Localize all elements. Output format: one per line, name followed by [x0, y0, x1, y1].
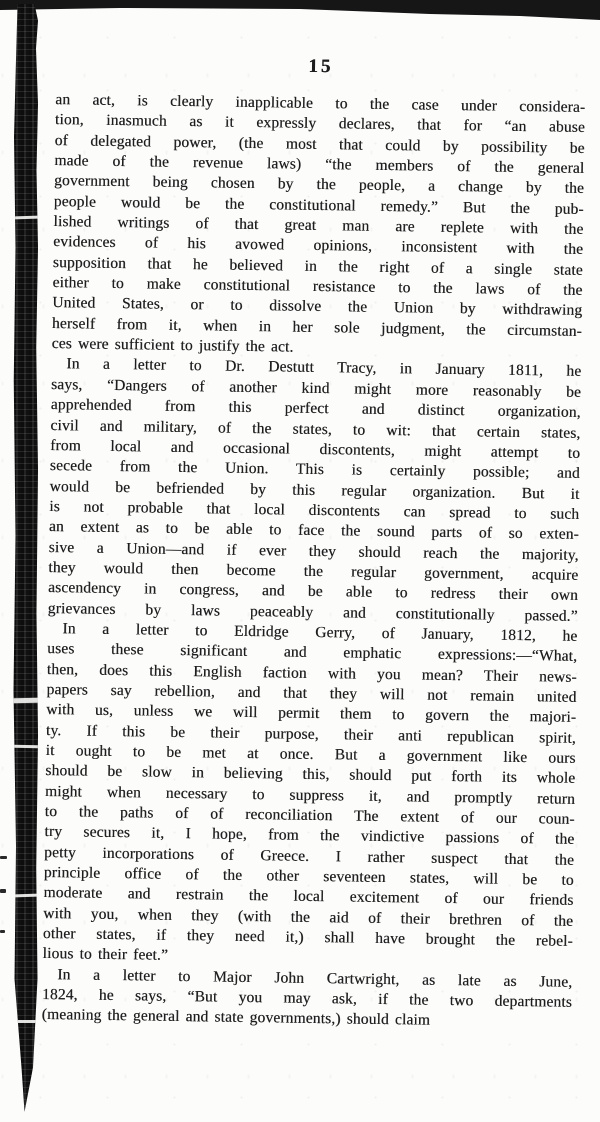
scan-edge-speck [0, 930, 5, 933]
text-line: people would be the constitutional remedy.” But the pub- [53, 192, 584, 218]
text-line: is not probable that local discontents can spread to such [49, 497, 580, 523]
text-line: an act, is clearly inapplicable to the case under considera- [55, 91, 586, 116]
text-line: with you, when they (with the aid of their brethren of the [43, 904, 574, 930]
text-line: uses these significant and emphatic expressions:—“What, [47, 640, 578, 666]
text-line: other states, if they need it,) shall have brought the rebel- [42, 925, 573, 950]
text-line: supposition that he believed in the right of a single state [52, 253, 583, 279]
text-line: petty incorporations of Greece. I rather suspect that the [44, 843, 575, 869]
book-binding-strip [13, 4, 38, 1112]
text-line: from local and occasional discontents, might attempt to [50, 436, 581, 462]
text-line: they would then become the regular government, acquire [48, 558, 579, 584]
text-line: principle office of the other seventeen states, will be to [43, 864, 574, 889]
text-line: herself from it, when in her sole judgment, the circumstan- [51, 314, 583, 340]
text-line: ascendency in congress, and be able to redress their own [47, 579, 579, 605]
text-line: try secures it, I hope, from the vindictive passions of the [44, 823, 575, 849]
text-line: should be slow in believing this, should put forth its whole [45, 762, 576, 788]
text-line: ces were sufficient to justify the act. [51, 335, 294, 356]
text-line: lished writings of that great man are replete with the [53, 213, 584, 238]
text-line: to the paths of of reconciliation The extent of our coun- [44, 803, 575, 828]
page-number: 15 [308, 55, 334, 78]
text-line: government being chosen by the people, a change by the [53, 172, 585, 198]
text-line: apprehended from this perfect and distinct organization, [50, 396, 581, 422]
scan-edge-speck [0, 889, 6, 893]
text-line: ty. If this be their purpose, their anti republican spirit, [45, 721, 577, 747]
text-line: civil and military, of the states, to wit: that certain states, [50, 416, 581, 442]
page-text-column [42, 50, 586, 1034]
text-line: moderate and restrain the local excitement of our friends [43, 884, 574, 910]
text-line: lious to their feet.” [42, 945, 169, 965]
binding-gap [11, 1020, 41, 1023]
text-line: made of the revenue laws) “the members of the general [54, 152, 585, 177]
text-line: either to make constitutional resistance to the laws of the [52, 274, 583, 299]
binding-gap [11, 745, 41, 749]
text-line: United States, or to dissolve the Union by withdrawing [52, 294, 583, 320]
text-line: papers say rebellion, and that they will not remain united [46, 680, 577, 706]
text-line: In a letter to Dr. Destutt Tracy, in January 1811, he [66, 355, 582, 381]
page-body [42, 90, 586, 1034]
text-line: then, does this English faction with you mean? Their news- [46, 660, 577, 686]
text-line: secede from the Union. This is certainly possible; and [49, 457, 580, 483]
text-line: with us, unless we will permit them to govern the majori- [46, 701, 577, 727]
text-line: In a letter to Major John Cartwright, as late as June, [57, 965, 573, 991]
text-line: grievances by laws peaceably and constitutionally passed.” [47, 599, 578, 625]
text-line: it ought to be met at once. But a government like ours [45, 741, 576, 767]
text-line: (meaning the general and state governments,) should claim [41, 1006, 431, 1030]
text-line: 1824, he says, “But you may ask, if the two departments [41, 986, 573, 1011]
text-line: says, “Dangers of another kind might more reasonably be [50, 375, 582, 401]
text-line: an extent as to be able to face the sound parts of so exten- [48, 518, 580, 544]
text-line: would be befriended by this regular organization. But it [49, 477, 580, 503]
scan-top-edge-artifact [0, 0, 600, 22]
text-line: In a letter to Eldridge Gerry, of January, 1812, he [62, 620, 578, 645]
text-line: of delegated power, (the most that could by possibility be [54, 131, 585, 157]
text-line: sive a Union—and if ever they should reach the majority, [48, 538, 579, 564]
binding-gap [11, 698, 41, 704]
scan-edge-speck [0, 856, 7, 859]
binding-gap [11, 893, 41, 897]
text-line: evidences of his avowed opinions, inconsistent with the [53, 233, 584, 259]
text-line: tion, inasmuch as it expressly declares, that for “an abuse [54, 111, 586, 137]
text-line: might when necessary to suppress it, and promptly return [44, 782, 576, 808]
binding-gap [11, 215, 41, 219]
